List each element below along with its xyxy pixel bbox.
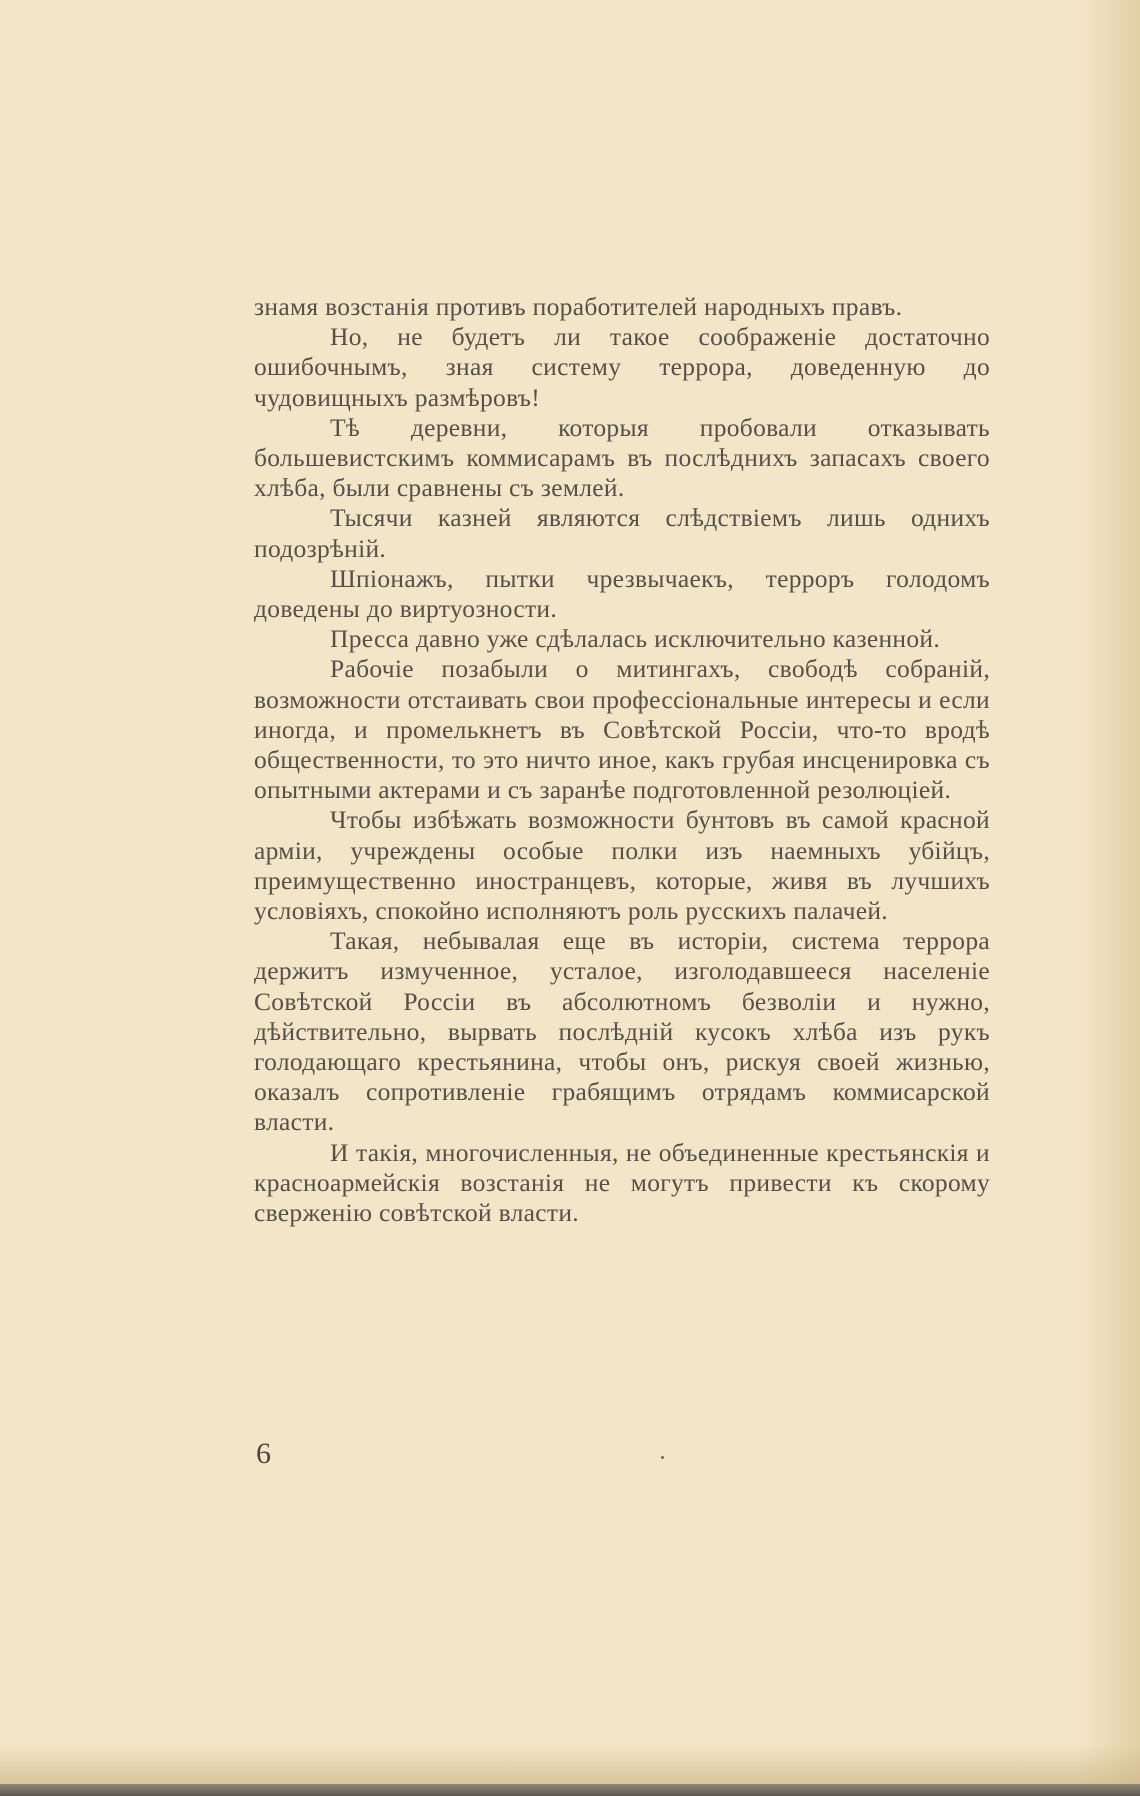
paragraph: Тысячи казней являются слѣдствіемъ лишь однихъ подозрѣній. bbox=[254, 503, 990, 563]
paragraph: Рабочіе позабыли о митингахъ, свободѣ собраній, возможности отстаивать свои профессіональные интересы и если иногда, и промелькнетъ въ Совѣтской Россіи, что-то вродѣ общественности, то это ничто иное, какъ грубая инсценировка съ опытными актерами и съ заранѣе подготовленной резолюціей. bbox=[254, 654, 990, 805]
page-number: 6 bbox=[256, 1437, 271, 1470]
paragraph: Тѣ деревни, которыя пробовали отказывать большевистскимъ коммисарамъ въ послѣднихъ запасахъ своего хлѣба, были сравнены съ землей. bbox=[254, 412, 990, 503]
body-text bbox=[254, 292, 990, 1228]
paragraph: Пресса давно уже сдѣлалась исключительно казенной. bbox=[330, 624, 941, 654]
paragraph: Чтобы избѣжать возможности бунтовъ въ самой красной арміи, учреждены особые полки изъ наемныхъ убійцъ, преимущественно иностранцевъ, которые, живя въ лучшихъ условіяхъ, спокойно исполняютъ роль русскихъ палачей. bbox=[254, 805, 990, 926]
paragraph: И такія, многочисленныя, не объединенные крестьянскія и красноармейскія возстанія не могутъ привести къ скорому сверженію совѣтской власти. bbox=[254, 1137, 990, 1228]
page-bottom-shadow bbox=[0, 1744, 1140, 1784]
ink-speck bbox=[661, 1456, 664, 1459]
paragraph: Такая, небывалая еще въ исторіи, система террора держитъ измученное, усталое, изголодавшееся населеніе Совѣтской Россіи въ абсолютномъ безволіи и нужно, дѣйствительно, вырвать послѣдній кусокъ хлѣба изъ рукъ голодающаго крестьянина, чтобы онъ, рискуя своей жизнью, оказалъ сопротивленіе грабящимъ отрядамъ коммисарской власти. bbox=[254, 926, 990, 1137]
paragraph: Но, не будетъ ли такое соображеніе достаточно ошибочнымъ, зная систему террора, доведенную до чудовищныхъ размѣровъ! bbox=[254, 322, 990, 412]
page-edge-shadow bbox=[1080, 0, 1140, 1796]
paragraph-continued: знамя возстанія противъ поработителей народныхъ правъ. bbox=[254, 292, 903, 321]
paragraph: Шпіонажъ, пытки чрезвычаекъ, терроръ голодомъ доведены до виртуозности. bbox=[254, 563, 990, 624]
scan-bottom-edge bbox=[0, 1784, 1140, 1796]
